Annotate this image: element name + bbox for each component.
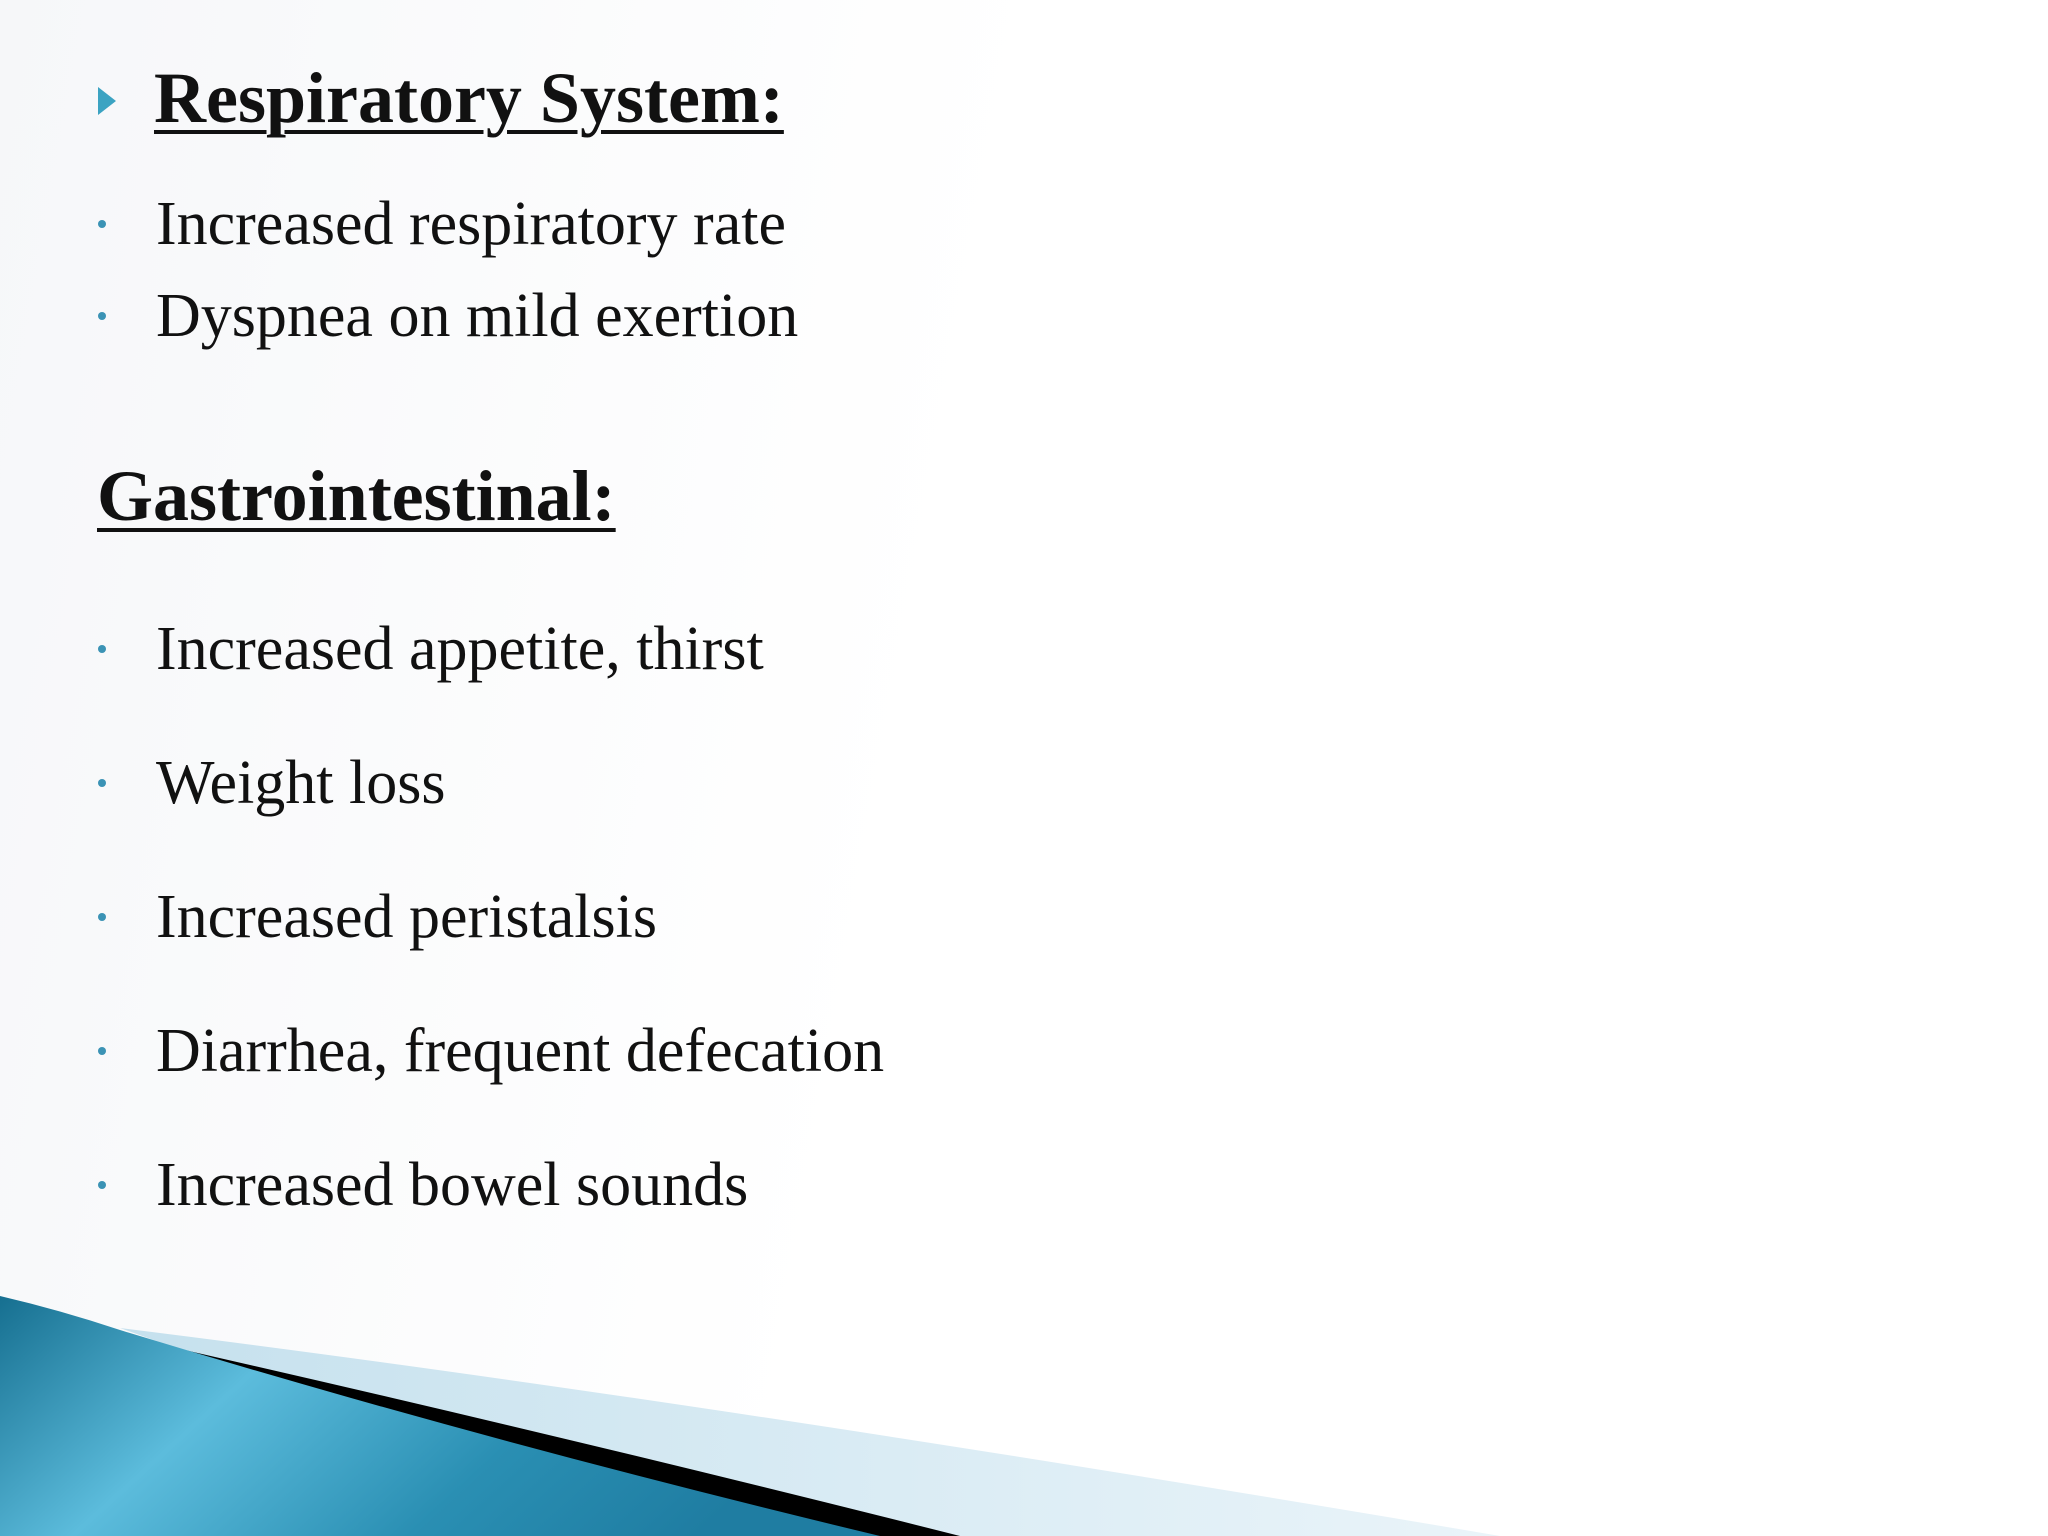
respiratory-heading-row [98,58,784,138]
list-item-text: Increased bowel sounds [156,1151,749,1219]
list-item [98,178,798,270]
list-item [98,716,884,850]
bullet-dot-icon [98,220,106,228]
gastrointestinal-heading: Gastrointestinal: [97,456,616,536]
list-item [98,582,884,716]
list-item-text: Dyspnea on mild exertion [156,282,799,350]
bullet-dot-icon [98,312,106,320]
respiratory-heading: Respiratory System: [154,58,784,138]
arrow-bullet-icon [98,87,116,115]
bullet-dot-icon [98,645,106,653]
list-item [98,850,884,984]
bullet-dot-icon [98,779,106,787]
list-item-text: Increased appetite, thirst [156,615,764,683]
list-item-text: Increased respiratory rate [156,190,786,258]
list-item [98,270,798,362]
respiratory-list [98,178,798,362]
list-item [98,984,884,1118]
bullet-dot-icon [98,1047,106,1055]
gastrointestinal-list [98,582,884,1252]
list-item-text: Increased peristalsis [156,883,657,951]
list-item-text: Weight loss [156,749,446,817]
bullet-dot-icon [98,913,106,921]
bullet-dot-icon [98,1181,106,1189]
list-item [98,1118,884,1252]
list-item-text: Diarrhea, frequent defecation [156,1017,885,1085]
